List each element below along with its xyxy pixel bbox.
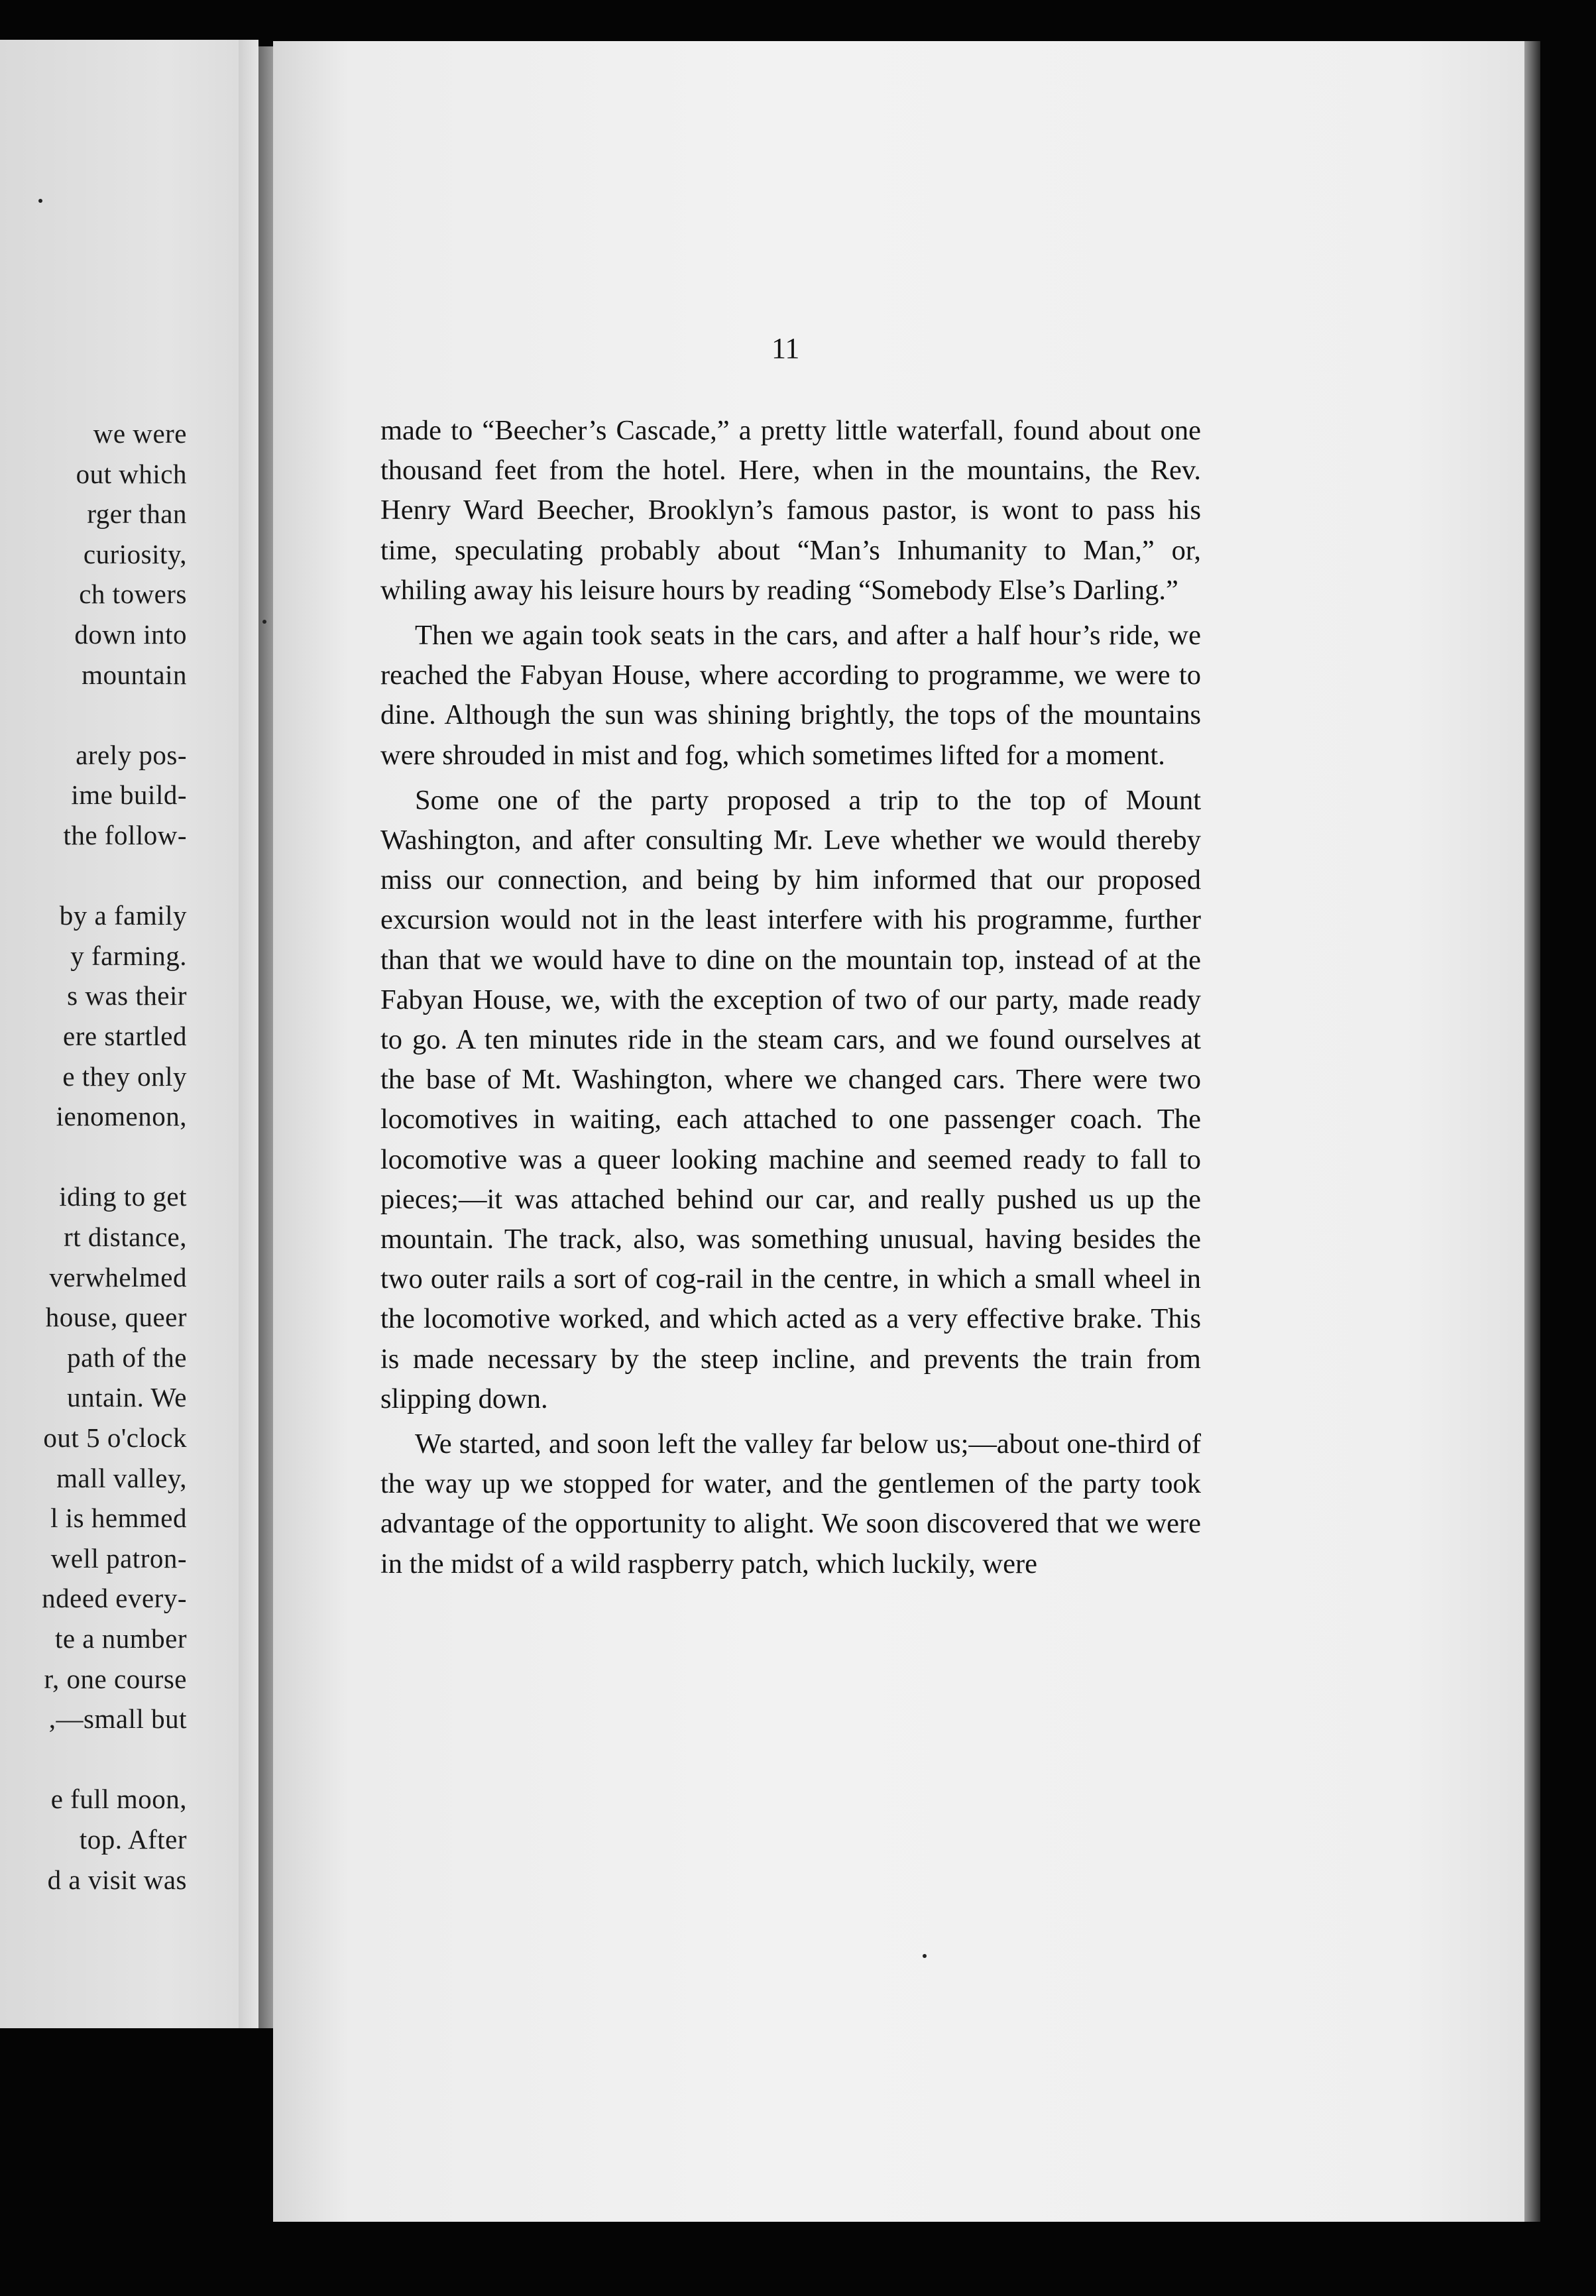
previous-page-line: untain. We: [67, 1382, 187, 1413]
previous-page-line: e they only: [62, 1061, 187, 1092]
previous-page-line: ch towers: [79, 579, 187, 610]
paragraph-3: Some one of the party proposed a trip to the top of Mount Washington, and after consulting Mr. Leve whether we would thereby miss our connection, and being by him informed that our proposed excursion would not in the least interfere with his programme, further than that we would have to dine on the mountain top, instead of at the Fabyan House, we, with the exception of two of our party, made ready to go. A ten minutes ride in the steam cars, and we found ourselves at the base of Mt. Washington, where we changed cars. There were two locomotives in waiting, each attached to one passenger coach. The locomotive was a queer looking machine and seemed ready to fall to pieces;—it was attached behind our car, and really pushed us up the mountain. The track, also, was something unusual, having besides the two outer rails a sort of cog-rail in the centre, in which a small wheel in the locomotive worked, and which acted as a very effective brake. This is made necessary by the steep incline, and prevents the train from slipping down.: [380, 784, 1201, 1414]
previous-page-line: y farming.: [70, 940, 187, 971]
previous-page-line: out 5 o'clock: [43, 1422, 187, 1453]
previous-page-line: by a family: [59, 900, 187, 931]
previous-page-line: r, one course: [44, 1663, 187, 1694]
previous-page-line: arely pos-: [76, 739, 187, 770]
previous-page-line: top. After: [79, 1824, 187, 1855]
binding-shadow: [258, 46, 273, 2028]
previous-page-line: curiosity,: [83, 538, 187, 569]
previous-page-line: mountain: [82, 659, 187, 690]
paragraph-2: Then we again took seats in the cars, and after a half hour’s ride, we reached the Fabyan House, where according to programme, we were to dine. Although the sun was shining brightly, the tops of the mountains were shrouded in mist and fog, which sometimes lifted for a moment.: [380, 620, 1201, 771]
page-number: 11: [771, 332, 800, 365]
body-text: [380, 411, 1201, 1584]
previous-page-line: the follow-: [63, 820, 187, 850]
book-gutter: [239, 40, 258, 2028]
previous-page-line: ndeed every-: [42, 1583, 187, 1614]
paragraph-1: made to “Beecher’s Cascade,” a pretty little waterfall, found about one thousand feet from the hotel. Here, when in the mountains, the Rev. Henry Ward Beecher, Brooklyn’s famous pastor, is wont to pass his time, speculating probably about “Man’s Inhumanity to Man,” or, whiling away his leisure hours by reading “Somebody Else’s Darling.”: [380, 415, 1201, 606]
previous-page-line: te a number: [54, 1623, 187, 1654]
previous-page-line: out which: [76, 458, 187, 489]
previous-page-line: house, queer: [45, 1302, 187, 1333]
previous-page-line: verwhelmed: [49, 1261, 187, 1292]
speck-mark: [38, 199, 42, 203]
previous-page-line: ienomenon,: [56, 1101, 187, 1132]
previous-page-line: e full moon,: [50, 1784, 187, 1815]
previous-page-line: rt distance,: [64, 1222, 187, 1252]
speck-mark: [923, 1954, 927, 1958]
paragraph-4: We started, and soon left the valley far below us;—about one-third of the way up we stopped for water, and the gentlemen of the party took advantage of the opportunity to alight. We soon discovered that we were in the midst of a wild raspberry patch, which luckily, were: [380, 1428, 1201, 1579]
page-edge-shadow: [1524, 41, 1540, 2222]
previous-page-line: d a visit was: [47, 1864, 187, 1895]
previous-page-line: down into: [74, 619, 187, 650]
previous-page-line: ,—small but: [48, 1703, 187, 1735]
previous-page-line: s was their: [67, 980, 187, 1011]
previous-page-line: well patron-: [50, 1542, 187, 1574]
previous-page-line: ime build-: [71, 779, 187, 811]
previous-page-line: we were: [93, 418, 187, 449]
previous-page-line: mall valley,: [56, 1462, 187, 1493]
previous-page-line: l is hemmed: [50, 1503, 187, 1534]
previous-page-line: path of the: [67, 1342, 187, 1373]
speck-mark: [262, 620, 266, 624]
previous-page-line: ere startled: [63, 1021, 187, 1051]
previous-page-line: rger than: [87, 498, 187, 530]
previous-page-fragment: [0, 40, 239, 2028]
previous-page-line: iding to get: [59, 1181, 187, 1212]
